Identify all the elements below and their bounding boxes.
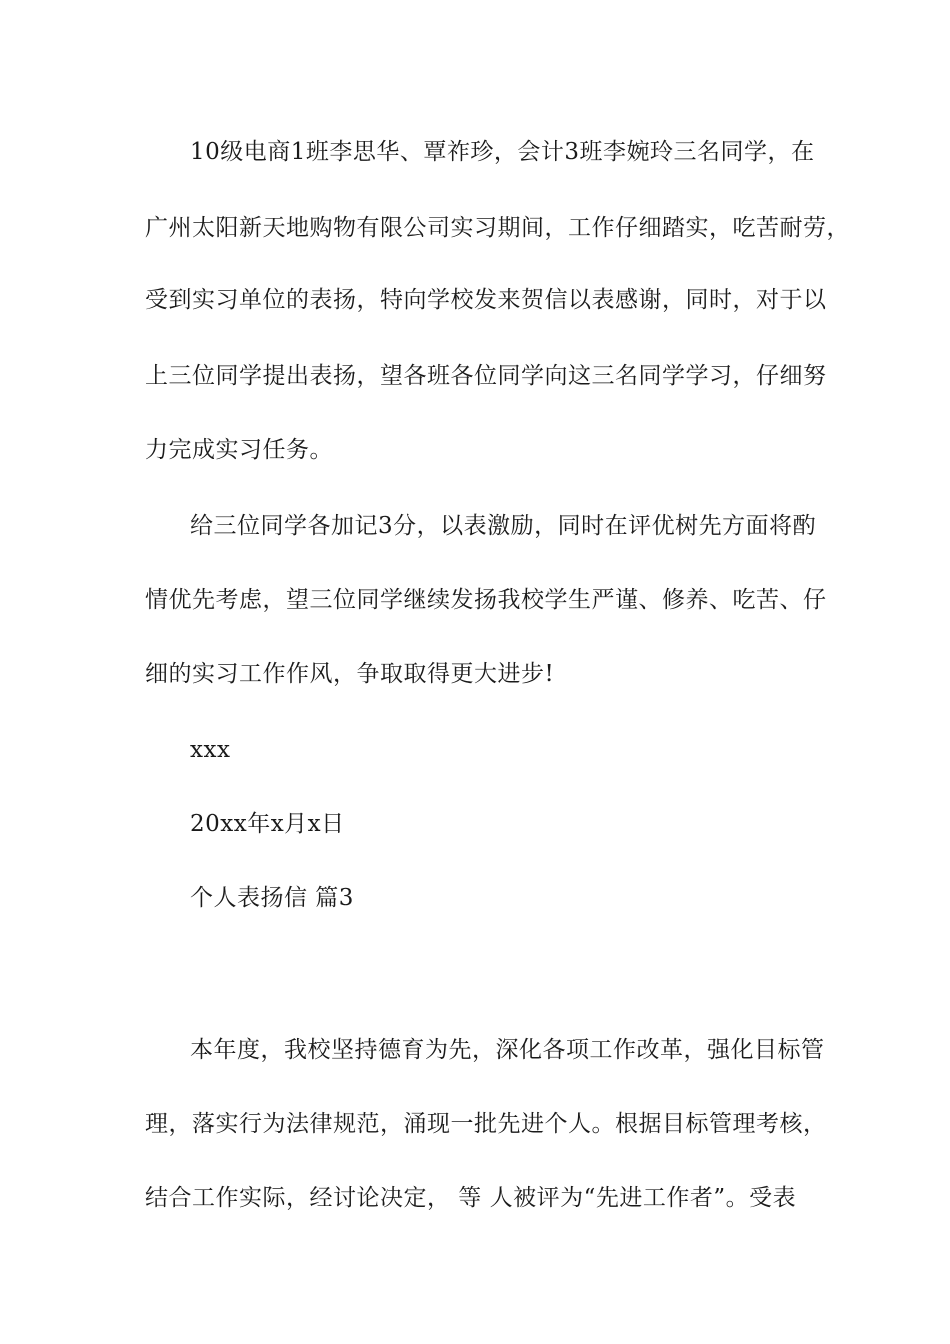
paragraph-2-line-1: 给三位同学各加记3分，以表激励，同时在评优树先方面将酌 xyxy=(190,513,817,539)
signature: xxx xyxy=(190,737,231,763)
date: 20xx年x月x日 xyxy=(190,811,345,837)
section-title: 个人表扬信 篇3 xyxy=(190,885,354,911)
paragraph-1-line-1: 10级电商1班李思华、覃祚珍，会计3班李婉玲三名同学，在 xyxy=(190,139,815,165)
paragraph-1-line-3: 受到实习单位的表扬，特向学校发来贺信以表感谢，同时，对于以 xyxy=(145,287,827,313)
paragraph-3-line-3: 结合工作实际，经讨论决定， 等 人被评为“先进工作者”。受表 xyxy=(145,1185,797,1211)
paragraph-2-line-2: 情优先考虑，望三位同学继续发扬我校学生严谨、修养、吃苦、仔 xyxy=(145,587,827,613)
paragraph-3-line-2: 理，落实行为法律规范，涌现一批先进个人。根据目标管理考核， xyxy=(145,1111,827,1137)
paragraph-1-line-5: 力完成实习任务。 xyxy=(145,437,333,463)
paragraph-2-line-3: 细的实习工作作风，争取取得更大进步! xyxy=(145,661,555,687)
paragraph-1-line-2: 广州太阳新天地购物有限公司实习期间，工作仔细踏实，吃苦耐劳， xyxy=(145,215,850,241)
paragraph-3-line-1: 本年度，我校坚持德育为先，深化各项工作改革，强化目标管 xyxy=(190,1037,825,1063)
paragraph-1-line-4: 上三位同学提出表扬，望各班各位同学向这三名同学学习，仔细努 xyxy=(145,363,827,389)
